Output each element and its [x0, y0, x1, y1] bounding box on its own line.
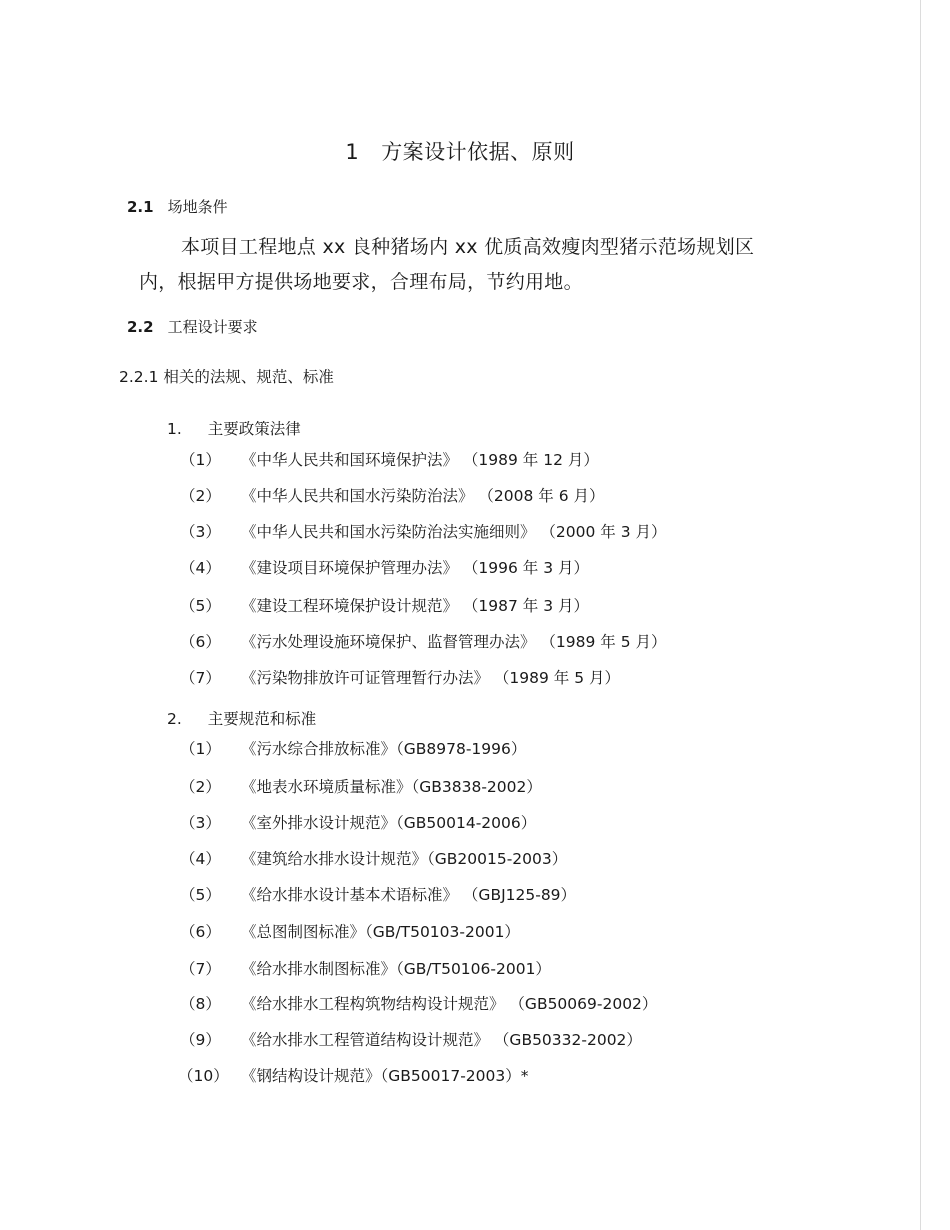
section-title: 场地条件: [167, 198, 228, 216]
list-item-number: （5）: [180, 597, 221, 615]
list-item-number: （2）: [180, 487, 221, 505]
group-title: 主要政策法律: [207, 420, 301, 438]
list-item-number: （7）: [180, 669, 221, 687]
list-item: 《污水综合排放标准》（GB8978-1996）: [241, 740, 527, 758]
list-item-number: （7）: [180, 960, 221, 978]
list-item: 《钢结构设计规范》（GB50017-2003）*: [241, 1067, 529, 1085]
list-item-number: （2）: [180, 778, 221, 796]
section-heading-2-1: [127, 196, 228, 217]
list-item-number: （5）: [180, 886, 221, 904]
list-item: 《给水排水设计基本术语标准》 （GBJ125-89）: [241, 886, 577, 904]
group-number: 1.: [167, 420, 182, 438]
list-item-number: （4）: [180, 559, 221, 577]
list-item-number: （8）: [180, 995, 221, 1013]
list-item: 《总图制图标准》（GB/T50103-2001）: [241, 923, 520, 941]
subsection-heading-2-2-1: 2.2.1 相关的法规、规范、标准: [119, 368, 334, 386]
paragraph-line-1: 本项目工程地点 xx 良种猪场内 xx 优质高效瘦肉型猪示范场规划区: [181, 236, 755, 258]
list-item-number: （6）: [180, 633, 221, 651]
section-heading-2-2: [127, 316, 258, 337]
list-item: 《中华人民共和国水污染防治法实施细则》 （2000 年 3 月）: [241, 523, 667, 541]
group-heading-policy-laws: [167, 417, 301, 439]
list-item-number: （9）: [180, 1031, 221, 1049]
group-title: 主要规范和标准: [207, 710, 317, 728]
section-number: 2.1: [127, 198, 154, 216]
list-item-number: （10）: [178, 1067, 229, 1085]
chapter-number: 1: [345, 140, 360, 164]
list-item-number: （1）: [180, 451, 221, 469]
list-item-number: （3）: [180, 814, 221, 832]
list-item-number: （1）: [180, 740, 221, 758]
list-item-number: （4）: [180, 850, 221, 868]
list-item-number: （3）: [180, 523, 221, 541]
list-item: 《地表水环境质量标准》（GB3838-2002）: [241, 778, 542, 796]
list-item: 《建筑给水排水设计规范》（GB20015-2003）: [241, 850, 568, 868]
list-item: 《给水排水制图标准》（GB/T50106-2001）: [241, 960, 551, 978]
group-number: 2.: [167, 710, 182, 728]
paragraph-line-2: 内，根据甲方提供场地要求，合理布局，节约用地。: [139, 271, 583, 293]
list-item: 《建设项目环境保护管理办法》 （1996 年 3 月）: [241, 559, 590, 577]
chapter-title-text: 方案设计依据、原则: [381, 140, 575, 164]
group-heading-codes-standards: [167, 707, 316, 729]
list-item: 《给水排水工程管道结构设计规范》 （GB50332-2002）: [241, 1031, 642, 1049]
section-number: 2.2: [127, 318, 154, 336]
chapter-title: [0, 136, 920, 166]
list-item: 《污水处理设施环境保护、监督管理办法》 （1989 年 5 月）: [241, 633, 667, 651]
section-title: 工程设计要求: [167, 318, 258, 336]
list-item: 《室外排水设计规范》（GB50014-2006）: [241, 814, 537, 832]
list-item: 《中华人民共和国环境保护法》 （1989 年 12 月）: [241, 451, 599, 469]
list-item: 《污染物排放许可证管理暂行办法》 （1989 年 5 月）: [241, 669, 621, 687]
page-margin-area: [921, 0, 950, 1230]
list-item: 《建设工程环境保护设计规范》 （1987 年 3 月）: [241, 597, 590, 615]
list-item: 《给水排水工程构筑物结构设计规范》 （GB50069-2002）: [241, 995, 658, 1013]
list-item: 《中华人民共和国水污染防治法》 （2008 年 6 月）: [241, 487, 605, 505]
list-item-number: （6）: [180, 923, 221, 941]
